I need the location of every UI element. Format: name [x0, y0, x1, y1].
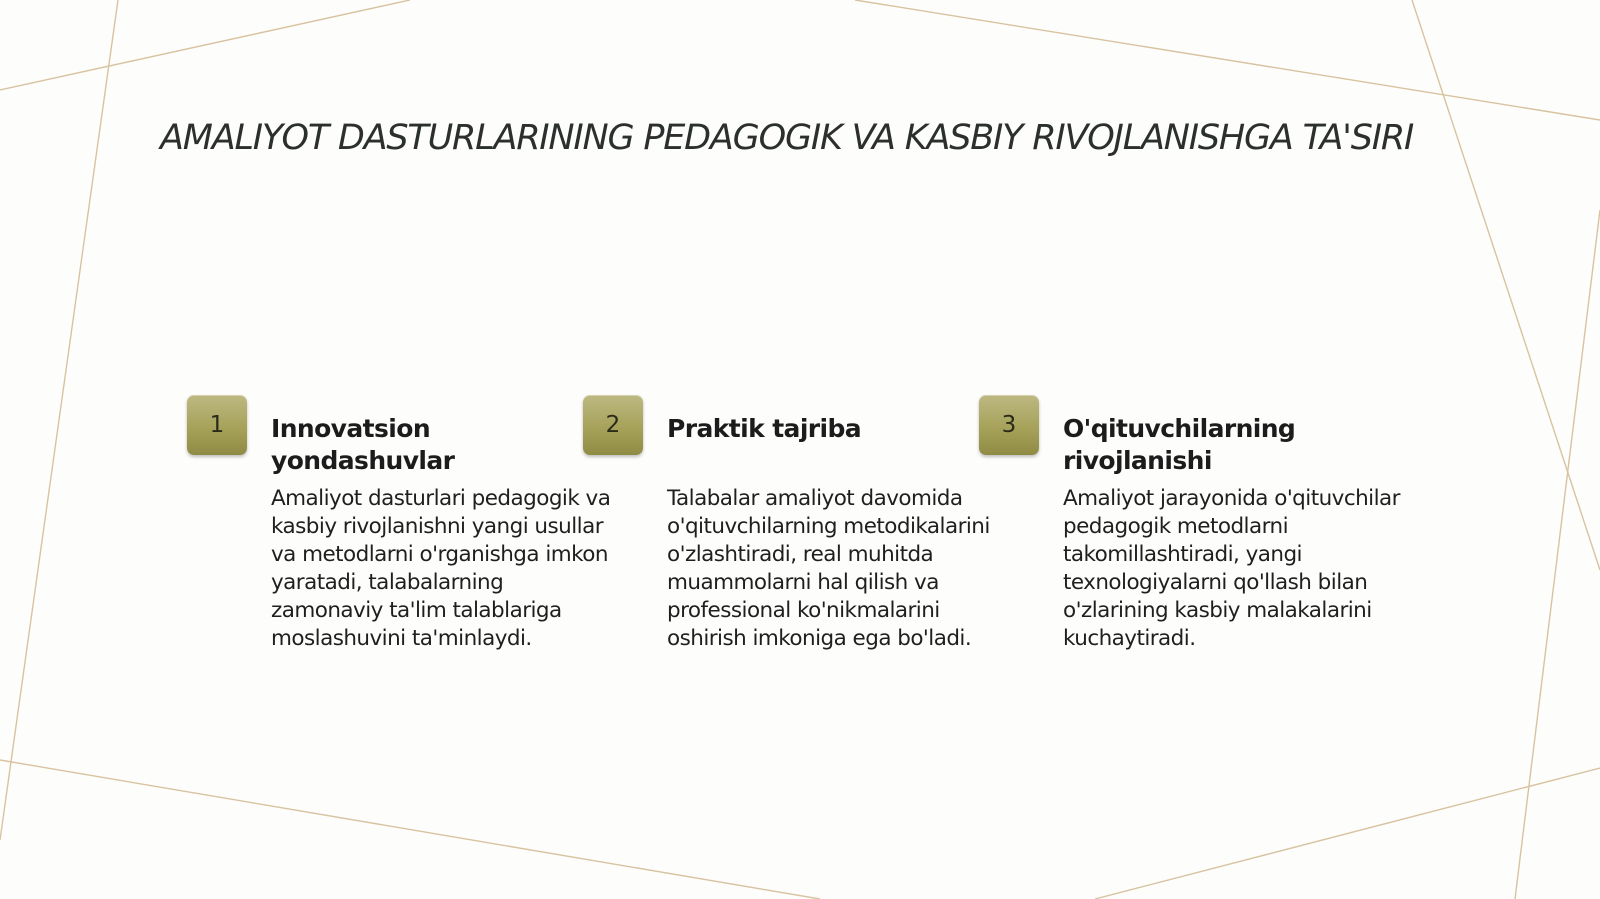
card-description: Amaliyot jarayonida o'qituvchilar pedagogik metodlarni takomillashtiradi, yangi texnologiyalarni qo'llash bilan o'zlarining kasbiy malakalarini kuchaytiradi.: [1063, 486, 1400, 651]
card-description: Amaliyot dasturlari pedagogik va kasbiy rivojlanishni yangi usullar va metodlarni o'rganishga imkon yaratadi, talabalarning zamonaviy ta'lim talablariga moslashuvini ta'minlaydi.: [271, 486, 611, 651]
card-heading: O'qituvchilarning rivojlanishi: [1063, 414, 1296, 475]
number-badge: 1: [187, 395, 247, 455]
card-heading: Praktik tajriba: [667, 414, 862, 443]
slide-title: AMALIYOT DASTURLARINING PEDAGOGIK VA KASBIY RIVOJLANISHGA TA'SIRI: [160, 118, 1414, 158]
number-badge: 2: [583, 395, 643, 455]
number-badge: 3: [979, 395, 1039, 455]
card-heading: Innovatsion yondashuvlar: [271, 414, 455, 475]
card-description: Talabalar amaliyot davomida o'qituvchilarning metodikalarini o'zlashtiradi, real muhitda muammolarni hal qilish va professional ko'nikmalarini oshirish imkoniga ega bo'ladi.: [667, 486, 990, 651]
